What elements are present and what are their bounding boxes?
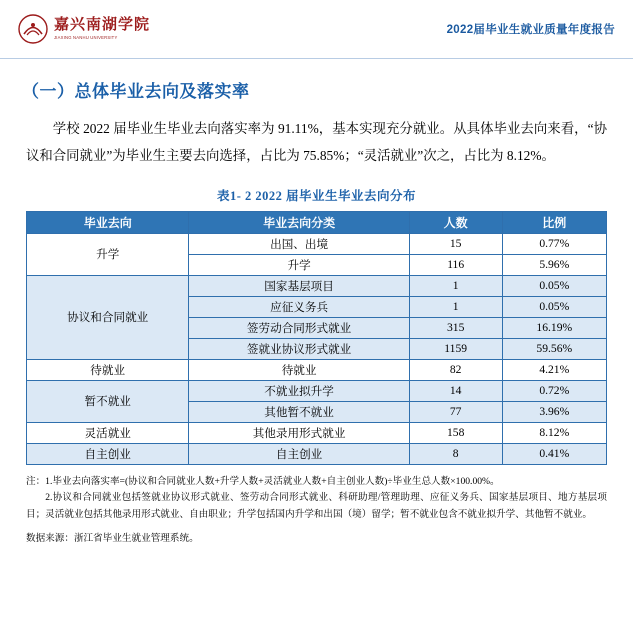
table-row [27, 359, 607, 380]
cell-count: 1 [409, 296, 502, 317]
table-notes [26, 474, 607, 524]
cell-destination-group: 升学 [27, 233, 189, 275]
cell-category: 升学 [189, 254, 409, 275]
col-header-destination: 毕业去向 [27, 211, 189, 233]
cell-count: 116 [409, 254, 502, 275]
destination-table [26, 211, 607, 465]
cell-category: 待就业 [189, 359, 409, 380]
cell-category: 其他录用形式就业 [189, 422, 409, 443]
table-body [27, 233, 607, 464]
cell-count: 77 [409, 401, 502, 422]
cell-ratio: 4.21% [502, 359, 606, 380]
table-row [27, 233, 607, 254]
section-paragraph: 学校 2022 届毕业生毕业去向落实率为 91.11%，基本实现充分就业。从具体毕业去向来看，“协议和合同就业”为毕业生主要去向选择，占比为 75.85%；“灵活就业”次之，占比为 8.12%。 [26, 121, 607, 163]
cell-count: 82 [409, 359, 502, 380]
cell-destination-group: 协议和合同就业 [27, 275, 189, 359]
cell-ratio: 16.19% [502, 317, 606, 338]
table-head [27, 211, 607, 233]
university-logo [18, 14, 150, 44]
cell-count: 8 [409, 443, 502, 464]
cell-category: 签就业协议形式就业 [189, 338, 409, 359]
cell-category: 其他暂不就业 [189, 401, 409, 422]
page-header [0, 0, 633, 59]
cell-category: 自主创业 [189, 443, 409, 464]
col-header-count: 人数 [409, 211, 502, 233]
col-header-ratio: 比例 [502, 211, 606, 233]
cell-ratio: 0.05% [502, 296, 606, 317]
cell-destination-group: 自主创业 [27, 443, 189, 464]
destination-table-wrapper [26, 211, 607, 465]
cell-count: 1159 [409, 338, 502, 359]
logo-name-en: JIAXING NANHU UNIVERSITY [54, 34, 118, 40]
cell-count: 15 [409, 233, 502, 254]
section-heading: （一）总体毕业去向及落实率 [22, 82, 250, 101]
cell-category: 出国、出境 [189, 233, 409, 254]
table-row [27, 443, 607, 464]
cell-ratio: 59.56% [502, 338, 606, 359]
cell-count: 14 [409, 380, 502, 401]
cell-ratio: 5.96% [502, 254, 606, 275]
cell-ratio: 0.72% [502, 380, 606, 401]
cell-category: 应征义务兵 [189, 296, 409, 317]
logo-wordmark [54, 18, 150, 40]
cell-count: 315 [409, 317, 502, 338]
table-row [27, 422, 607, 443]
cell-ratio: 0.41% [502, 443, 606, 464]
cell-category: 不就业拟升学 [189, 380, 409, 401]
logo-name-cn: 嘉兴南湖学院 [54, 16, 151, 33]
table-caption: 表1- 2 2022 届毕业生毕业去向分布 [216, 188, 417, 203]
cell-count: 1 [409, 275, 502, 296]
table-row [27, 275, 607, 296]
note-1: 注：1.毕业去向落实率=(协议和合同就业人数+升学人数+灵活就业人数+自主创业人数)÷毕业生总人数×100.00%。 [26, 475, 500, 487]
header-report-title: 2022届毕业生就业质量年度报告 [446, 24, 615, 36]
cell-ratio: 0.05% [502, 275, 606, 296]
note-2: 2.协议和合同就业包括签就业协议形式就业、签劳动合同形式就业、科研助理/管理助理、应征义务兵、国家基层项目、地方基层项目；灵活就业包括其他录用形式就业、自由职业；升学包括国内升学和出国（境）留学；暂不就业包含不就业拟升学、其他暂不就业。 [26, 492, 607, 521]
cell-destination-group: 暂不就业 [27, 380, 189, 422]
cell-ratio: 3.96% [502, 401, 606, 422]
table-row [27, 380, 607, 401]
cell-category: 签劳动合同形式就业 [189, 317, 409, 338]
data-source: 数据来源：浙江省毕业生就业管理系统。 [26, 532, 199, 544]
cell-ratio: 8.12% [502, 422, 606, 443]
cell-destination-group: 待就业 [27, 359, 189, 380]
cell-ratio: 0.77% [502, 233, 606, 254]
cell-count: 158 [409, 422, 502, 443]
cell-destination-group: 灵活就业 [27, 422, 189, 443]
logo-emblem-icon [18, 14, 48, 44]
col-header-category: 毕业去向分类 [189, 211, 409, 233]
cell-category: 国家基层项目 [189, 275, 409, 296]
table-header-row [27, 211, 607, 233]
